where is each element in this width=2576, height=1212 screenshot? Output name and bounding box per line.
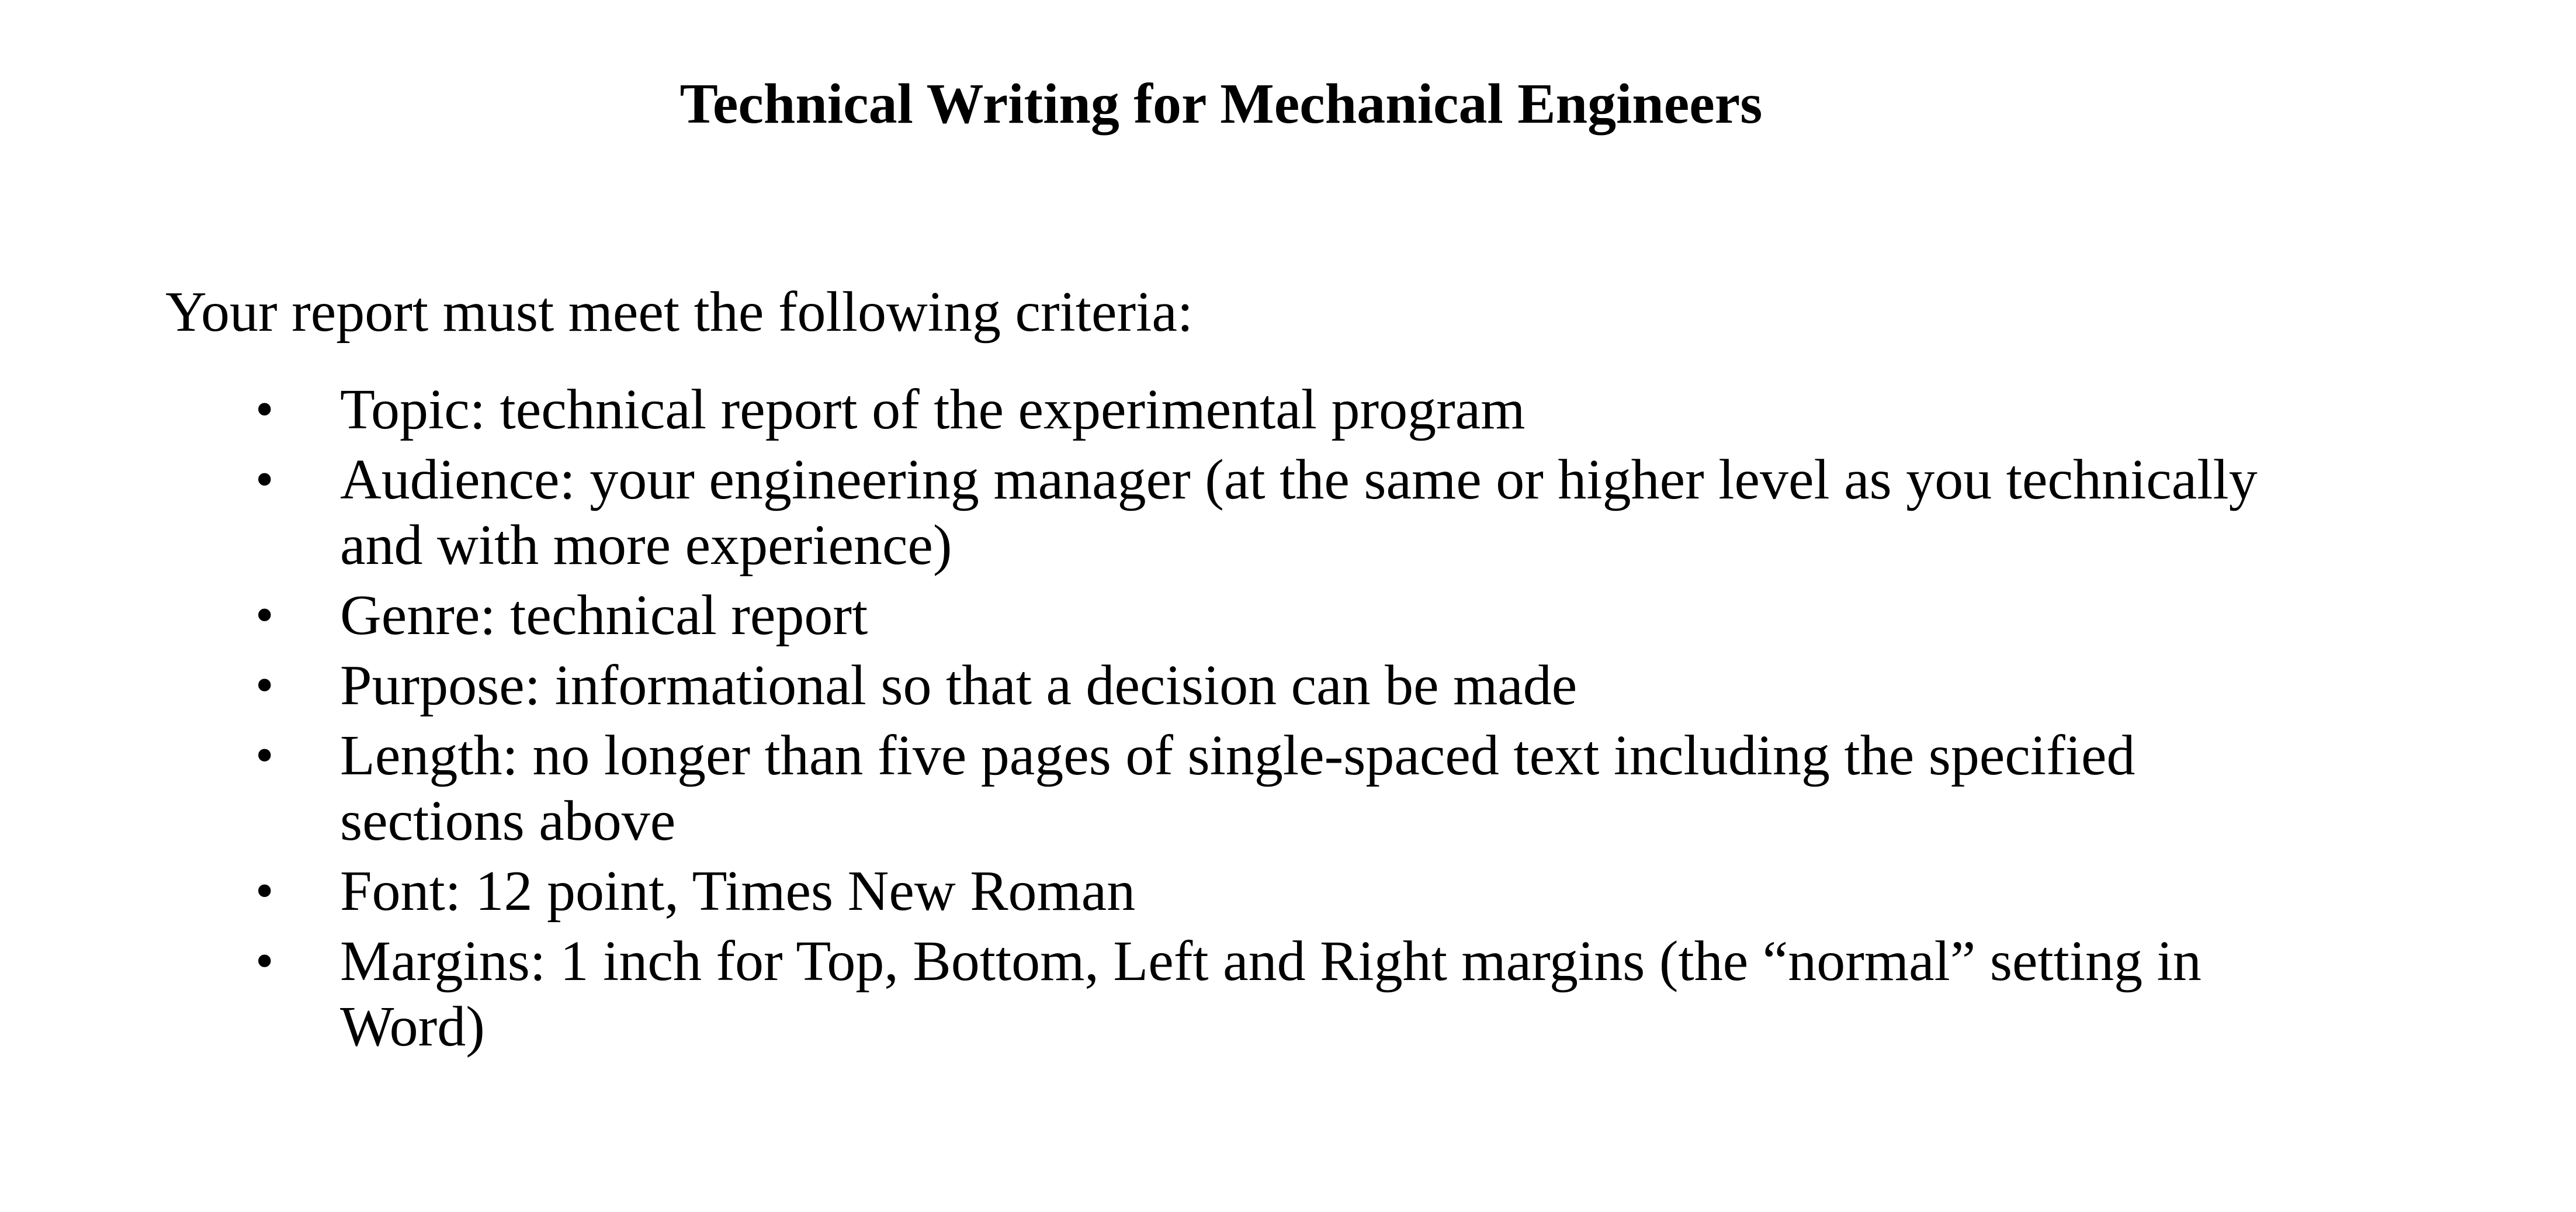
bullet-icon: • (255, 656, 274, 714)
criteria-text: Length: no longer than five pages of single-spaced text including the specified sections above (340, 724, 2135, 853)
criteria-text: Purpose: informational so that a decision can be made (340, 654, 1578, 717)
criteria-list (0, 377, 2576, 1064)
bullet-icon: • (255, 586, 274, 644)
criteria-item-length (0, 723, 2327, 854)
bullet-icon: • (255, 726, 274, 784)
criteria-text: Genre: technical report (340, 584, 868, 647)
bullet-icon: • (255, 451, 274, 508)
criteria-text: Topic: technical report of the experimental program (340, 378, 1526, 441)
criteria-item-margins (0, 929, 2327, 1059)
criteria-item-topic (0, 377, 2327, 442)
bullet-icon: • (255, 862, 274, 920)
bullet-icon: • (255, 932, 274, 990)
criteria-text: Font: 12 point, Times New Roman (340, 860, 1136, 923)
bullet-icon: • (255, 380, 274, 438)
criteria-item-font (0, 858, 2327, 924)
criteria-item-genre (0, 583, 2327, 648)
criteria-item-audience (0, 447, 2327, 578)
document-title: Technical Writing for Mechanical Engineers (679, 72, 1763, 136)
criteria-item-purpose (0, 653, 2327, 718)
criteria-text: Audience: your engineering manager (at the same or higher level as you technically and with more experience) (340, 448, 2258, 577)
intro-paragraph: Your report must meet the following criteria: (165, 281, 1194, 344)
criteria-text: Margins: 1 inch for Top, Bottom, Left and Right margins (the “normal” setting in Word) (340, 930, 2201, 1058)
